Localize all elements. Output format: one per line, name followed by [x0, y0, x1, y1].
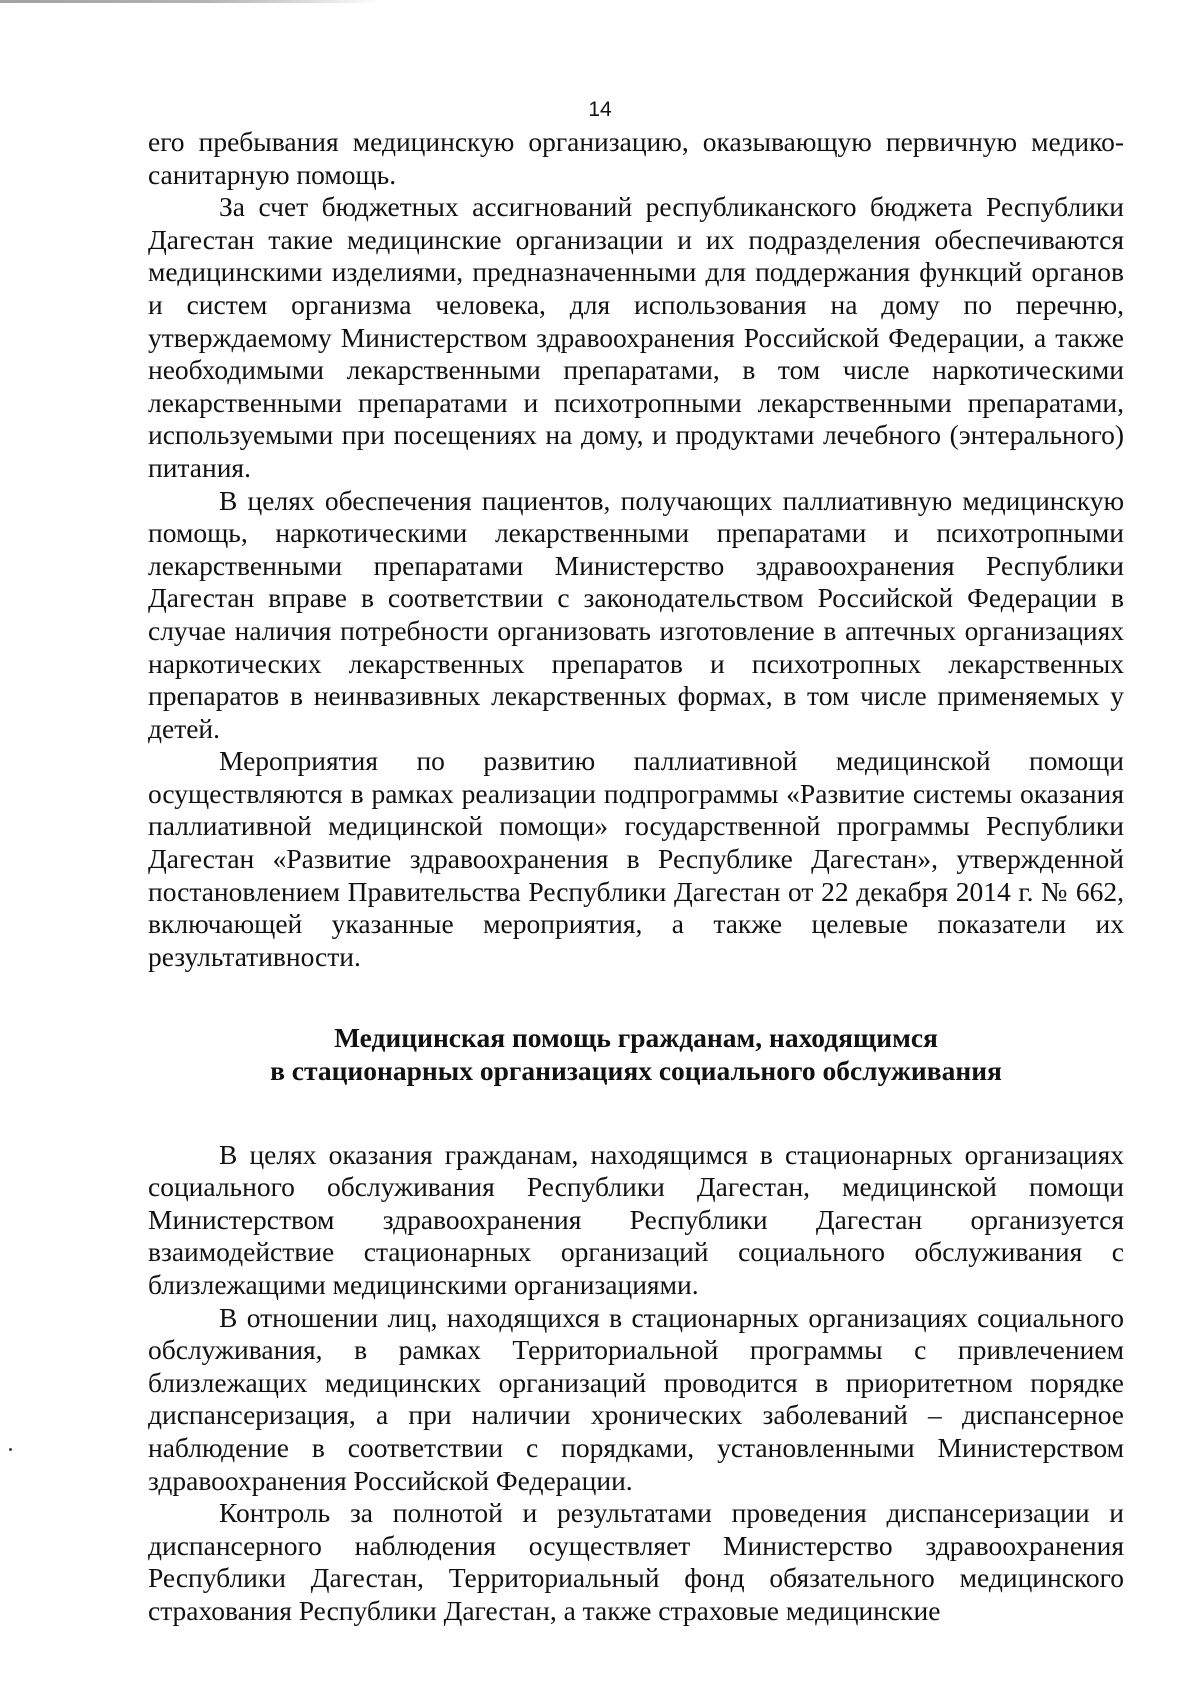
document-body	[148, 126, 1124, 1628]
section-heading-line-2: в стационарных организациях социального обслуживания	[270, 1055, 1002, 1087]
spacer	[148, 973, 1124, 1022]
spacer	[148, 1088, 1124, 1139]
paragraph-control: Контроль за полнотой и результатами проведения диспансеризации и диспансерного наблюдения осуществляет Министерство здравоохранения Республики Дагестан, Территориальный фонд обязательного медицинского страхования Республики Дагестан, а также страховые медицинские	[148, 1497, 1124, 1626]
paragraph-budget-funding: За счет бюджетных ассигнований республиканского бюджета Республики Дагестан такие медицинские организации и их подразделения обеспечиваются медицинскими изделиями, предназначенными для поддержания функций органов и систем организма человека, для использования на дому по перечню, утверждаемому Министерством здравоохранения Российской Федерации, а также необходимыми лекарственными препаратами, в том числе наркотическими лекарственными препаратами и психотропными лекарственными препаратами, используемыми при посещениях на дому, и продуктами лечебного (энтерального) питания.	[148, 191, 1124, 483]
page-number: 14	[588, 98, 612, 121]
scan-speck	[9, 1448, 12, 1451]
paragraph-dispensary-screening: В отношении лиц, находящихся в стационарных организациях социального обслуживания, в рамках Территориальной программы с привлечением близлежащих медицинских организаций проводится в приоритетном порядке диспансеризация, а при наличии хронических заболеваний – диспансерное наблюдение в соответствии с порядками, установленными Министерством здравоохранения Российской Федерации.	[148, 1301, 1124, 1496]
paragraph-continuation: его пребывания медицинскую организацию, оказывающую первичную медико-санитарную помощь.	[148, 126, 1124, 190]
paragraph-palliative-measures: Мероприятия по развитию паллиативной медицинской помощи осуществляются в рамках реализации подпрограммы «Развитие системы оказания паллиативной медицинской помощи» государственной программы Республики Дагестан «Развитие здравоохранения в Республике Дагестан», утвержденной постановлением Правительства Республики Дагестан от 22 декабря 2014 г. № 662, включающей указанные мероприятия, а также целевые показатели их результативности.	[148, 745, 1124, 972]
paragraph-narcotic-drugs: В целях обеспечения пациентов, получающих паллиативную медицинскую помощь, наркотическими лекарственными препаратами и психотропными лекарственными препаратами Министерство здравоохранения Республики Дагестан вправе в соответствии с законодательством Российской Федерации в случае наличия потребности организовать изготовление в аптечных организациях наркотических лекарственных препаратов и психотропных лекарственных препаратов в неинвазивных лекарственных формах, в том числе применяемых у детей.	[148, 484, 1124, 744]
section-heading-line-1: Медицинская помощь гражданам, находящимся	[334, 1022, 938, 1054]
paragraph-social-care-interaction: В целях оказания гражданам, находящимся в стационарных организациях социального обслуживания Республики Дагестан, медицинской помощи Министерством здравоохранения Республики Дагестан организуется взаимодействие стационарных организаций социального обслуживания с близлежащими медицинскими организациями.	[148, 1138, 1124, 1300]
scan-top-edge	[0, 0, 380, 3]
